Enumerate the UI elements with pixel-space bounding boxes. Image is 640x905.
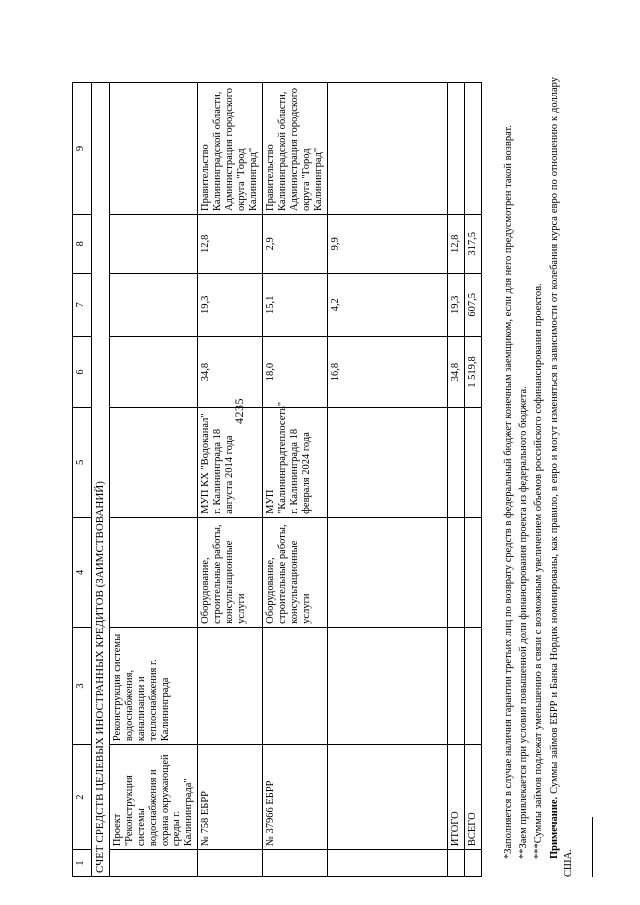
table-row	[263, 83, 328, 877]
total-amount-8: 12,8	[448, 214, 465, 273]
notes-block	[502, 77, 576, 877]
col-number: 5	[73, 407, 92, 517]
row-amount-8: 12,8	[198, 214, 263, 273]
row-guarantor: Правительство Калининградской области, Администрация городского округа "Город Калининград"	[198, 83, 263, 215]
row-amount-7	[109, 273, 198, 337]
row-borrower	[328, 407, 448, 517]
row-amount-6: 18,0	[263, 337, 328, 408]
row-amount-6: 34,8	[198, 337, 263, 408]
total-empty	[448, 850, 465, 877]
grand-total-empty	[465, 627, 482, 744]
row-project-description	[198, 627, 263, 744]
total-amount-6: 34,8	[448, 337, 465, 408]
table-row	[328, 83, 448, 877]
row-guarantor: Правительство Калининградской области, Администрация городского округа "Город Калининград"	[263, 83, 328, 215]
col-number: 8	[73, 214, 92, 273]
row-amount-8: 9,9	[328, 214, 448, 273]
col-number: 7	[73, 273, 92, 337]
total-amount-7: 19,3	[448, 273, 465, 337]
note-1: *Заполняется в случае наличия гарантии третьих лиц по возврату средств в федеральный бюджет конечным заемщиком, если для него предусмотрен такой возврат.	[503, 125, 515, 859]
row-index	[109, 850, 198, 877]
row-goods-works: Оборудование, строительные работы, консультационные услуги	[263, 517, 328, 627]
row-goods-works: Оборудование, строительные работы, консультационные услуги	[198, 517, 263, 627]
row-loan-number	[328, 745, 448, 850]
row-amount-7: 19,3	[198, 273, 263, 337]
row-amount-6	[109, 337, 198, 408]
row-borrower: МУП "Калининградтеплосеть" г. Калининграда 18 февраля 2024 года	[263, 407, 328, 517]
footnote-paragraph	[548, 77, 576, 877]
row-amount-8: 2,9	[263, 214, 328, 273]
row-goods-works	[109, 517, 198, 627]
row-index	[263, 850, 328, 877]
col-number: 9	[73, 83, 92, 215]
row-borrower: МУП КХ "Водоканал" г. Калининграда 18 августа 2014 года	[198, 407, 263, 517]
page-number: 4235	[232, 398, 246, 424]
row-guarantor	[328, 83, 448, 215]
row-project-description	[263, 627, 328, 744]
row-borrower	[109, 407, 198, 517]
footnote-label: Примечание.	[548, 796, 560, 859]
grand-total-amount-8: 317,5	[465, 214, 482, 273]
row-project-description	[328, 627, 448, 744]
table-total-row	[448, 83, 465, 877]
total-empty	[448, 83, 465, 215]
col-number: 4	[73, 517, 92, 627]
table-row	[198, 83, 263, 877]
table-header-numbers	[73, 83, 92, 877]
footer-divider	[592, 817, 593, 877]
table-section-title-row	[92, 83, 110, 877]
grand-total-empty	[465, 407, 482, 517]
col-number: 2	[73, 745, 92, 850]
grand-total-label: ВСЕГО	[465, 745, 482, 850]
col-number: 3	[73, 627, 92, 744]
total-empty	[448, 407, 465, 517]
grand-total-amount-6: 1 519,8	[465, 337, 482, 408]
note-3: ***Суммы займов подлежат уменьшению в связи с возможным увеличением объемов российского софинансирования проектов.	[533, 283, 545, 859]
row-amount-6: 16,8	[328, 337, 448, 408]
grand-total-amount-7: 607,5	[465, 273, 482, 337]
row-amount-7: 15,1	[263, 273, 328, 337]
row-loan-number: № 37966 ЕБРР	[263, 745, 328, 850]
row-goods-works	[328, 517, 448, 627]
row-guarantor	[109, 83, 198, 215]
row-amount-7: 4,2	[328, 273, 448, 337]
row-project-description: Реконструкция системы водоснабжения, канализации и теплоснабжения г. Калининграда	[109, 627, 198, 744]
row-amount-8	[109, 214, 198, 273]
footnote-text: Суммы займов ЕБРР и Банка Нордик номинированы, как правило, в евро и могут изменяться в зависимости от колебания курса евро по отношению к доллару США.	[548, 77, 574, 877]
row-index	[198, 850, 263, 877]
row-project-name: Проект "Реконструкция системы водоснабжения и охрана окружающей среды г. Калининграда"	[109, 745, 198, 850]
table-grand-total-row	[465, 83, 482, 877]
section-title: СЧЕТ СРЕДСТВ ЦЕЛЕВЫХ ИНОСТРАННЫХ КРЕДИТОВ (ЗАИМСТВОВАНИЙ)	[92, 83, 110, 877]
total-empty	[448, 517, 465, 627]
table-row	[109, 83, 198, 877]
loans-table	[72, 82, 482, 877]
col-number: 6	[73, 337, 92, 408]
total-label: ИТОГО	[448, 745, 465, 850]
row-loan-number: № 758 ЕБРР	[198, 745, 263, 850]
grand-total-empty	[465, 850, 482, 877]
grand-total-empty	[465, 517, 482, 627]
total-empty	[448, 627, 465, 744]
grand-total-empty	[465, 83, 482, 215]
note-2: **Заем привлекается при условии повышенной доли финансирования проекта из федерального бюджета.	[518, 386, 530, 859]
document-body	[72, 29, 593, 877]
row-index	[328, 850, 448, 877]
col-number: 1	[73, 850, 92, 877]
